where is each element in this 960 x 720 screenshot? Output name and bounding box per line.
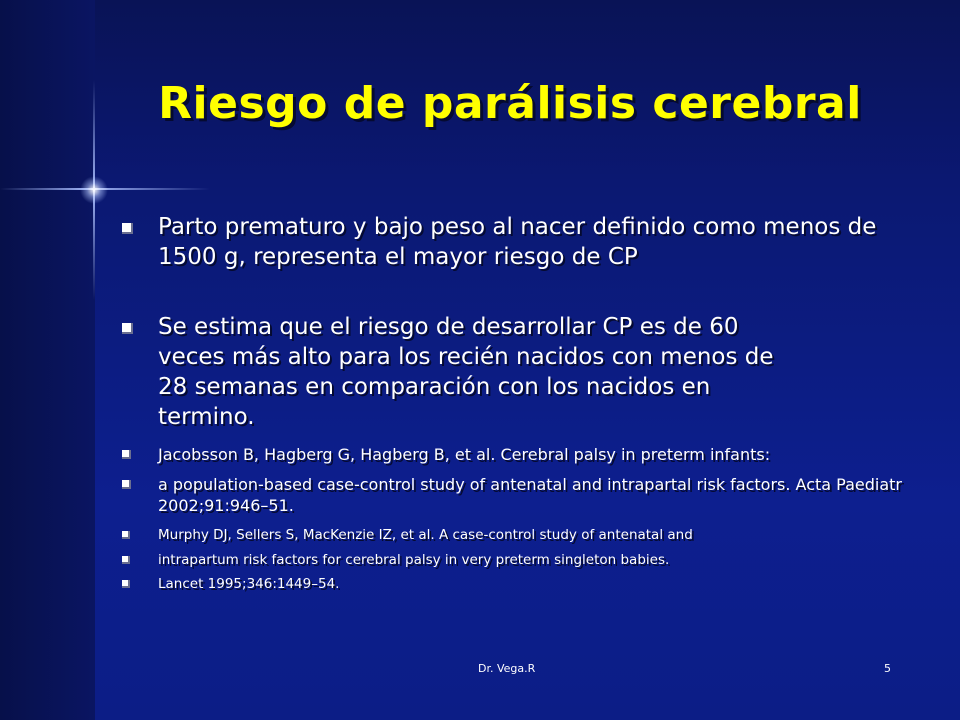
reference-item (120, 526, 910, 545)
bullet-text: Parto prematuro y bajo peso al nacer definido como menos de 1500 g, representa el mayor riesgo de CP (158, 214, 877, 270)
square-bullet-icon (122, 580, 130, 588)
slide-title: Riesgo de parálisis cerebral (158, 78, 862, 129)
bullet-list (120, 212, 910, 594)
reference-text: Jacobsson B, Hagberg G, Hagberg B, et al. Cerebral palsy in preterm infants: (158, 445, 771, 464)
square-bullet-icon (122, 556, 130, 564)
background-left-band (0, 0, 95, 720)
bullet-text: Se estima que el riesgo de desarrollar CP es de 60 veces más alto para los recién nacidos con menos de 28 semanas en comparación con los nacidos en termino. (158, 314, 774, 430)
bullet-item (120, 212, 910, 272)
square-bullet-icon (122, 480, 131, 489)
reference-item (120, 444, 910, 465)
square-bullet-icon (122, 531, 130, 539)
reference-text: a population-based case-control study of antenatal and intrapartal risk factors. Acta Paediatr 2002;91:946–51. (158, 475, 903, 515)
square-bullet-icon (122, 223, 133, 234)
square-bullet-icon (122, 450, 131, 459)
square-bullet-icon (122, 323, 133, 334)
footer-author: Dr. Vega.R (478, 662, 536, 675)
page-number: 5 (884, 662, 891, 675)
reference-text: intrapartum risk factors for cerebral palsy in very preterm singleton babies. (158, 552, 670, 568)
sparkle-icon (80, 176, 108, 204)
reference-item (120, 474, 910, 516)
reference-text: Murphy DJ, Sellers S, MacKenzie IZ, et al. A case-control study of antenatal and (158, 527, 693, 543)
reference-item (120, 575, 910, 594)
bullet-item (120, 312, 798, 432)
reference-item (120, 551, 910, 570)
reference-text: Lancet 1995;346:1449–54. (158, 576, 340, 592)
